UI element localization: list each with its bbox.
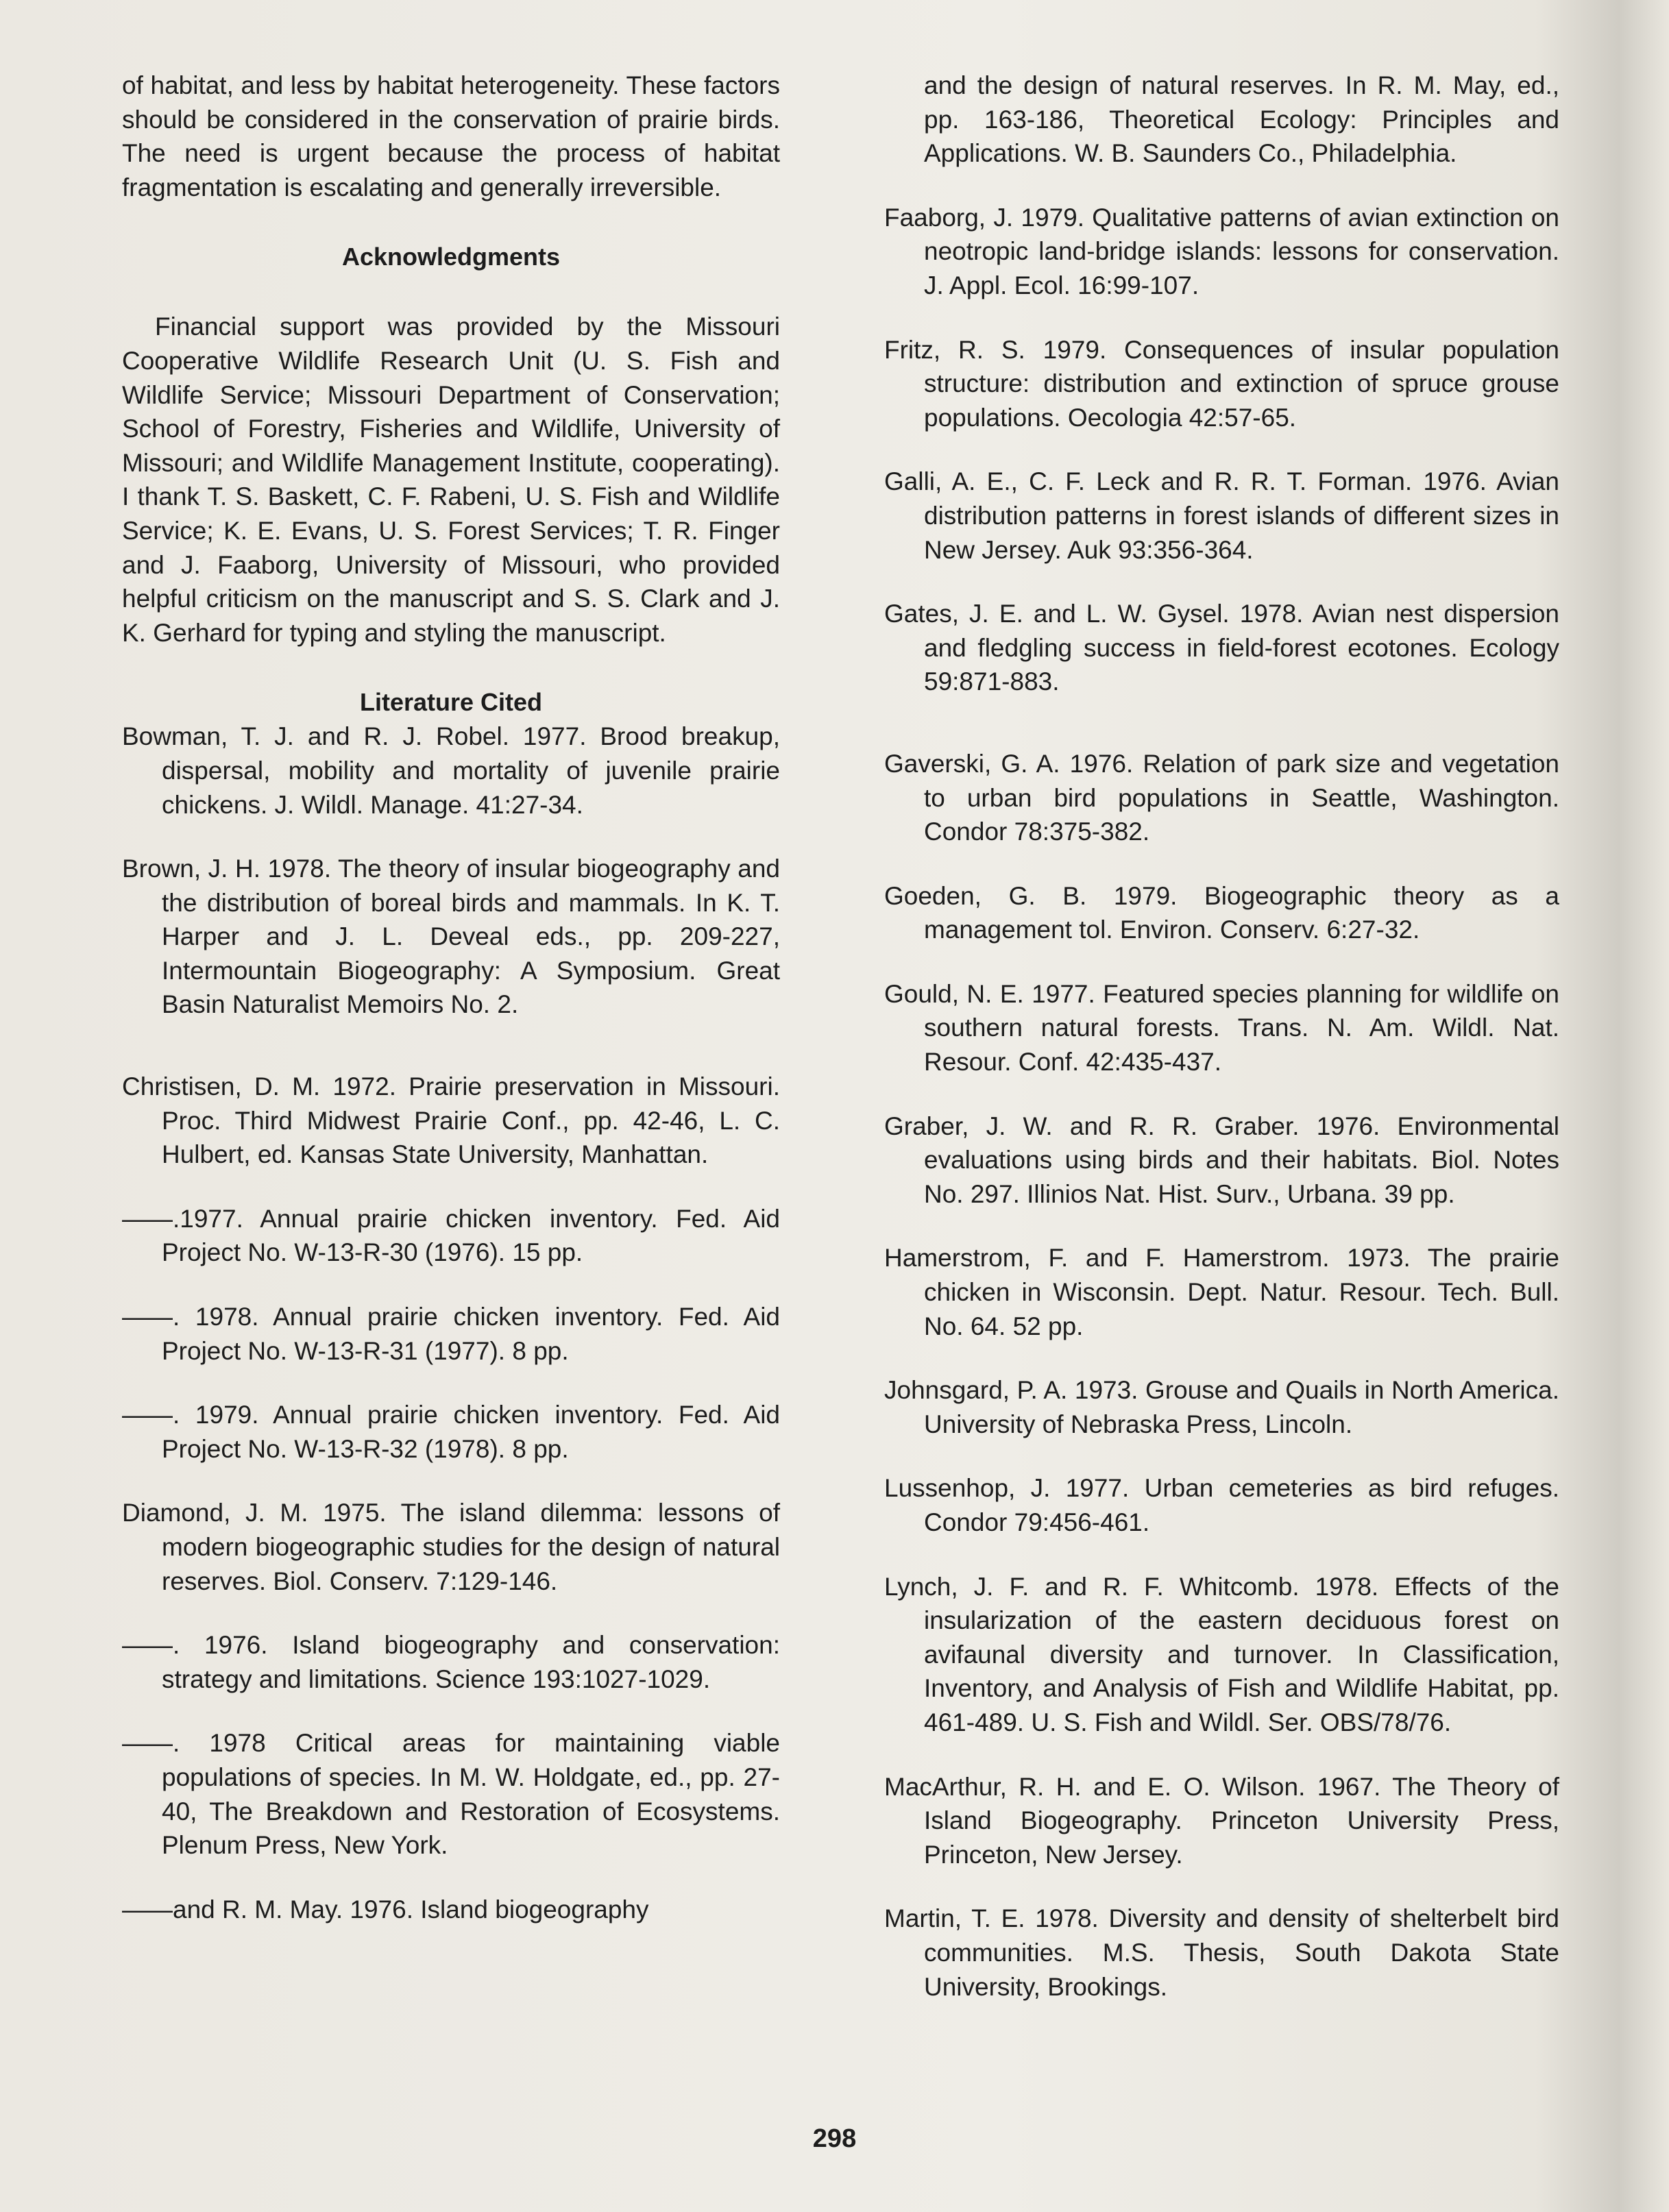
reference-item: Johnsgard, P. A. 1973. Grouse and Quails in North America. University of Nebraska Press, Lincoln. xyxy=(884,1376,1559,1438)
reference-item: Faaborg, J. 1979. Qualitative patterns of avian extinction on neotropic land-bridge islands: lessons for conservation. J. Appl. Ecol. 16:99-107. xyxy=(884,203,1559,299)
reference-item: ——. 1979. Annual prairie chicken inventory. Fed. Aid Project No. W-13-R-32 (1978). 8 pp. xyxy=(122,1401,780,1463)
reference-item: Gould, N. E. 1977. Featured species planning for wildlife on southern natural forests. Trans. N. Am. Wildl. Nat. Resour. Conf. 42:435-437. xyxy=(884,979,1559,1077)
reference-item: ——and R. M. May. 1976. Island biogeography xyxy=(122,1895,649,1924)
reference-item: ——.1977. Annual prairie chicken inventory. Fed. Aid Project No. W-13-R-30 (1976). 15 pp. xyxy=(122,1204,780,1267)
reference-item: Diamond, J. M. 1975. The island dilemma: lessons of modern biogeographic studies for the design of natural reserves. Biol. Conserv. 7:129-146. xyxy=(122,1499,780,1595)
reference-item: Goeden, G. B. 1979. Biogeographic theory as a management tol. Environ. Conserv. 6:27-32. xyxy=(884,881,1559,944)
right-column xyxy=(884,69,1559,2004)
reference-item: Hamerstrom, F. and F. Hamerstrom. 1973. The prairie chicken in Wisconsin. Dept. Natur. Resour. Tech. Bull. No. 64. 52 pp. xyxy=(884,1244,1559,1340)
reference-item: Brown, J. H. 1978. The theory of insular biogeography and the distribution of boreal birds and mammals. In K. T. Harper and J. L. Deveal eds., pp. 209-227, Intermountain Biogeography: A Symposium. Great Basin Naturalist Memoirs No. 2. xyxy=(122,855,780,1019)
reference-item: Fritz, R. S. 1979. Consequences of insular population structure: distribution and extinction of spruce grouse populations. Oecologia 42:57-65. xyxy=(884,335,1559,432)
page-number: 298 xyxy=(812,2124,857,2153)
literature-cited-heading: Literature Cited xyxy=(359,688,543,717)
reference-item: Galli, A. E., C. F. Leck and R. R. T. Forman. 1976. Avian distribution patterns in forest islands of different sizes in New Jersey. Auk 93:356-364. xyxy=(884,467,1559,564)
acknowledgments-paragraph: Financial support was provided by the Missouri Cooperative Wildlife Research Unit (U. S. Fish and Wildlife Service; Missouri Department of Conservation; School of Forestry, Fisheries and Wildlife, University of Missouri; and Wildlife Management Institute, cooperating). I thank T. S. Baskett, C. F. Rabeni, U. S. Fish and Wildlife Service; K. E. Evans, U. S. Forest Services; T. R. Finger and J. Faaborg, University of Missouri, who provided helpful criticism on the manuscript and S. S. Clark and J. K. Gerhard for typing and styling the manuscript. xyxy=(122,312,780,647)
reference-item: Gates, J. E. and L. W. Gysel. 1978. Avian nest dispersion and fledgling success in field-forest ecotones. Ecology 59:871-883. xyxy=(884,600,1559,696)
reference-item: ——. 1976. Island biogeography and conservation: strategy and limitations. Science 193:1027-1029. xyxy=(122,1631,780,1693)
reference-item: Gaverski, G. A. 1976. Relation of park size and vegetation to urban bird populations in Seattle, Washington. Condor 78:375-382. xyxy=(884,749,1559,846)
reference-item: ——. 1978 Critical areas for maintaining viable populations of species. In M. W. Holdgate, ed., pp. 27-40, The Breakdown and Restoration of Ecosystems. Plenum Press, New York. xyxy=(122,1729,780,1860)
reference-item: Christisen, D. M. 1972. Prairie preservation in Missouri. Proc. Third Midwest Prairie Conf., pp. 42-46, L. C. Hulbert, ed. Kansas State University, Manhattan. xyxy=(122,1072,780,1169)
reference-item: Lynch, J. F. and R. F. Whitcomb. 1978. Effects of the insularization of the eastern deciduous forest on avifaunal diversity and turnover. In Classification, Inventory, and Analysis of Fish and Wildlife Habitat, pp. 461-489. U. S. Fish and Wildl. Ser. OBS/78/76. xyxy=(884,1572,1559,1736)
reference-item: Martin, T. E. 1978. Diversity and density of shelterbelt bird communities. M.S. Thesis, South Dakota State University, Brookings. xyxy=(884,1904,1559,2001)
intro-paragraph: of habitat, and less by habitat heterogeneity. These factors should be considered in the conservation of prairie birds. The need is urgent because the process of habitat fragmentation is escalating and generally irreversible. xyxy=(122,71,780,201)
acknowledgments-heading: Acknowledgments xyxy=(341,243,561,271)
left-column xyxy=(122,69,780,1926)
reference-continuation: and the design of natural reserves. In R. M. May, ed., pp. 163-186, Theoretical Ecology: Principles and Applications. W. B. Saunders Co., Philadelphia. xyxy=(924,71,1559,168)
reference-item: ——. 1978. Annual prairie chicken inventory. Fed. Aid Project No. W-13-R-31 (1977). 8 pp. xyxy=(122,1303,780,1365)
reference-item: MacArthur, R. H. and E. O. Wilson. 1967. The Theory of Island Biogeography. Princeton University Press, Princeton, New Jersey. xyxy=(884,1772,1559,1869)
reference-item: Lussenhop, J. 1977. Urban cemeteries as bird refuges. Condor 79:456-461. xyxy=(884,1474,1559,1536)
reference-item: Graber, J. W. and R. R. Graber. 1976. Environmental evaluations using birds and their habitats. Biol. Notes No. 297. Illinios Nat. Hist. Surv., Urbana. 39 pp. xyxy=(884,1111,1559,1208)
reference-item: Bowman, T. J. and R. J. Robel. 1977. Brood breakup, dispersal, mobility and mortality of juvenile prairie chickens. J. Wildl. Manage. 41:27-34. xyxy=(122,722,780,819)
